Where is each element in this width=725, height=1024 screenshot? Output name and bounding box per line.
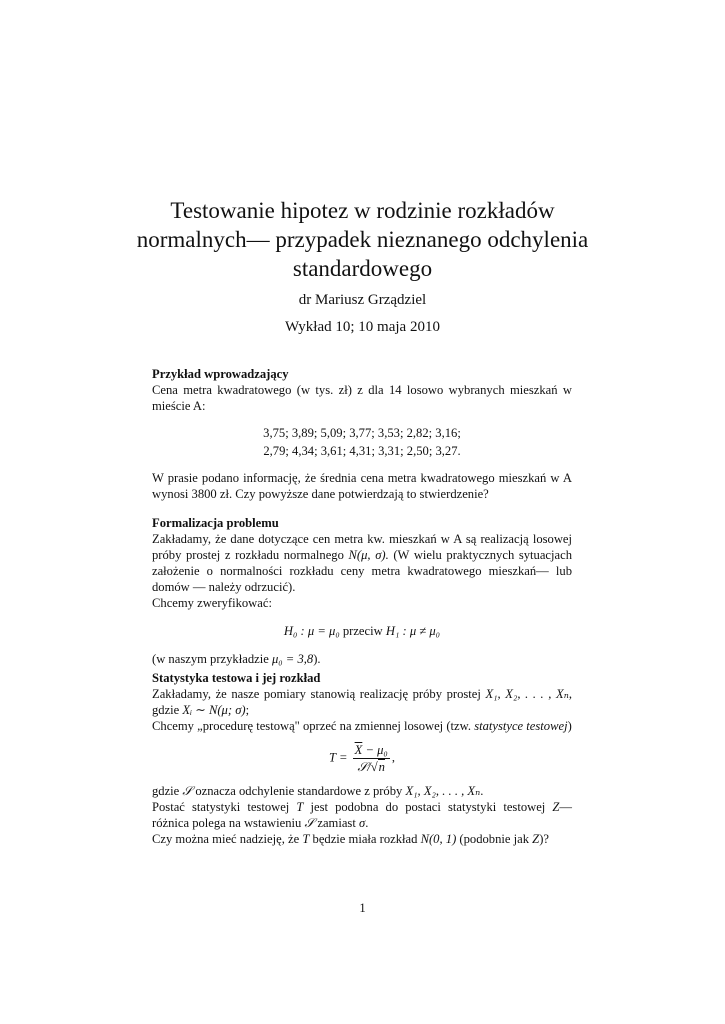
stat-p1-c: ; xyxy=(245,703,250,717)
stat-p1-a: Zakładamy, że nasze pomiary stanowią realizację próby prostej xyxy=(152,687,486,701)
intro-question: W prasie podano informację, że średnia cena metra kwadratowego mieszkań w A wynosi 3800 zł. Czy powyższe dane potwierdzają to stwierdzenie? xyxy=(152,471,572,501)
stat-p1-b: , gdzie xyxy=(152,687,572,717)
normal-dist-math: N(μ, σ). xyxy=(348,548,389,562)
stat-p3-a: gdzie xyxy=(152,784,183,798)
intro-text: Cena metra kwadratowego (w tys. zł) z dla 14 losowo wybranych mieszkań w mieście A: xyxy=(152,383,572,413)
stat-p4-c: — różnica polega na wstawieniu xyxy=(152,800,572,830)
formula-fraction xyxy=(353,742,390,775)
formula-denominator: 𝒮/√n xyxy=(357,760,385,774)
stat-heading: Statystyka testowa i jej rozkład xyxy=(152,671,321,685)
h0-math: H₀ : μ = μ₀ xyxy=(283,624,340,638)
z-symbol-math-2: Z xyxy=(532,832,540,846)
formal-paragraph xyxy=(152,531,572,595)
lecture-date: Wykład 10; 10 maja 2010 xyxy=(285,319,440,335)
stat-p2 xyxy=(152,718,572,734)
stat-p5-d: )? xyxy=(539,832,549,846)
sample-math-2: X₁, X₂, . . . , Xₙ xyxy=(405,784,481,798)
stat-p5 xyxy=(152,831,572,847)
stat-p4-d: zamiast xyxy=(314,816,359,830)
test-statistic-term: statystyce testowej xyxy=(474,719,568,733)
data-line-2: 2,79; 4,34; 3,61; 4,31; 3,31; 2,50; 3,27. xyxy=(263,444,461,458)
formalization-section xyxy=(152,515,572,667)
formal-p1-b: (W wielu praktycznych sytuacjach założenie o normalności rozkładu ceny metra kwadratowego mieszkań— lub domów — należy odrzucić). xyxy=(152,548,573,594)
t-formula xyxy=(152,742,572,775)
intro-section xyxy=(152,366,572,502)
sigma-symbol-math: σ xyxy=(358,816,366,830)
data-line-1: 3,75; 3,89; 5,09; 3,77; 3,53; 2,82; 3,16; xyxy=(263,426,461,440)
stat-p5-a: Czy można mieć nadzieję, że xyxy=(152,832,303,846)
stat-p4-b: jest podobna do postaci statystyki testowej xyxy=(303,800,553,814)
h1-math: H₁ : μ ≠ μ₀ xyxy=(385,624,441,638)
z-symbol-math: Z xyxy=(552,800,560,814)
author-line: dr Mariusz Grządziel xyxy=(298,292,427,308)
note-text-a: (w naszym przykładzie xyxy=(152,652,272,666)
s-symbol-math-2: 𝒮 xyxy=(304,816,315,830)
paper-title: Testowanie hipotez w rodzinie rozkładów normalnych— przypadek nieznanego odchylenia standardowego xyxy=(136,198,589,281)
note-text-b: ). xyxy=(313,652,321,666)
versus-text: przeciw xyxy=(339,624,386,638)
stat-p4-a: Postać statystyki testowej xyxy=(152,800,297,814)
stat-p2-a: Chcemy „procedurę testową" oprzeć na zmiennej losowej (tzw. xyxy=(152,719,475,733)
t-symbol-math-2: T xyxy=(302,832,310,846)
stat-p5-b: będzie miała rozkład xyxy=(309,832,421,846)
intro-heading: Przykład wprowadzający xyxy=(152,367,289,381)
formal-p2: Chcemy zweryfikować: xyxy=(152,596,272,610)
xi-dist-math: Xᵢ ∼ N(μ; σ) xyxy=(182,703,246,717)
std-normal-math: N(0, 1) xyxy=(420,832,457,846)
page-number: 1 xyxy=(359,901,366,915)
example-note xyxy=(152,651,572,667)
stat-p1 xyxy=(152,686,572,718)
minus-mu0-math: − μ₀ xyxy=(362,743,388,757)
sqrt-n-math: n xyxy=(378,760,385,774)
s-symbol-math: 𝒮 xyxy=(182,784,193,798)
sample-math: X₁, X₂, . . . , Xₙ xyxy=(485,687,569,701)
s-over-math: 𝒮/ xyxy=(357,760,371,774)
formal-p1-a: Zakładamy, że dane dotyczące cen metra kw. mieszkań w A są realizacją losowej próby prostej z rozkładu normalnego xyxy=(152,532,572,562)
formal-heading: Formalizacja problemu xyxy=(152,516,279,530)
x-bar-math: $\overline{X}$ xyxy=(354,743,363,757)
hypothesis-line xyxy=(152,623,572,639)
stat-p3 xyxy=(152,783,572,799)
stat-p5-c: (podobnie jak xyxy=(456,832,533,846)
formula-numerator xyxy=(353,742,390,759)
stat-p4 xyxy=(152,799,572,831)
mu0-value-math: μ₀ = 3,8 xyxy=(271,652,314,666)
stat-p3-b: oznacza odchylenie standardowe z próby xyxy=(192,784,406,798)
formula-lhs: T = xyxy=(329,750,348,765)
stat-p3-c: . xyxy=(480,784,484,798)
t-symbol-math: T xyxy=(296,800,304,814)
statistic-section xyxy=(152,670,572,847)
stat-p4-e: . xyxy=(365,816,369,830)
formula-comma: , xyxy=(391,750,395,765)
stat-p2-b: ) xyxy=(567,719,572,733)
